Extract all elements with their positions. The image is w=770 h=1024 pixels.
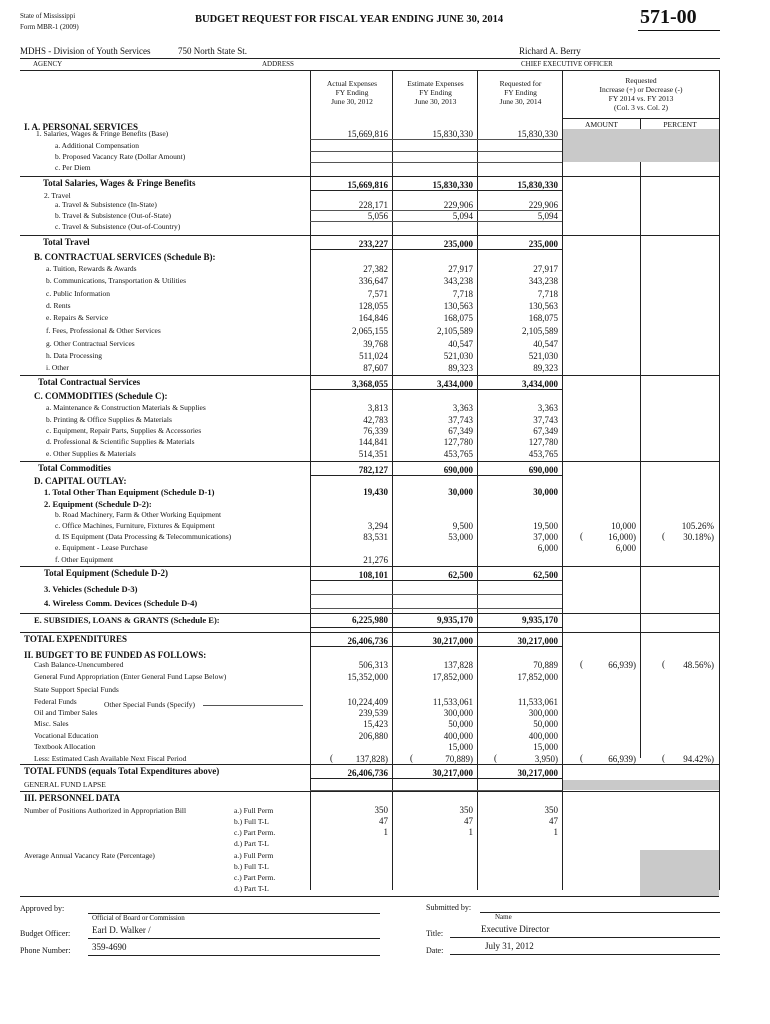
cell-value: 108,101 [358, 570, 388, 580]
vacancy-sub-label: c.) Part Perm. [234, 873, 276, 882]
cell-value: 3,813 [367, 403, 388, 413]
row-label: e. Repairs & Service [46, 313, 109, 322]
cell-value: 17,852,000 [432, 672, 473, 682]
name-label: Name [495, 913, 512, 921]
phone-number: 359-4690 [92, 942, 127, 952]
row-label: a. Additional Compensation [55, 141, 139, 150]
personnel-value: 47 [549, 816, 558, 826]
personnel-value: 350 [459, 805, 473, 815]
cell-value: 15,000 [448, 742, 473, 752]
cell-value: 40,547 [533, 339, 558, 349]
personnel-value: 1 [553, 827, 558, 837]
cell-value: 164,846 [358, 313, 388, 323]
row-label: State Support Special Funds [34, 685, 119, 694]
row-label: Textbook Allocation [34, 742, 96, 751]
cell-value: 7,571 [367, 289, 388, 299]
row-label: Total Commodities [38, 463, 111, 473]
row-label: b. Road Machinery, Farm & Other Working Equipment [55, 510, 222, 519]
cell-value: 168,075 [528, 313, 558, 323]
row-label: E. SUBSIDIES, LOANS & GRANTS (Schedule E): [34, 615, 220, 625]
cell-value: 76,339 [363, 426, 388, 436]
cell-value: 15,423 [363, 719, 388, 729]
page-title: BUDGET REQUEST FOR FISCAL YEAR ENDING JUNE 30, 2014 [195, 14, 504, 25]
cell-value: 7,718 [537, 289, 558, 299]
cell-value: 19,430 [363, 487, 388, 497]
row-label: a. Travel & Subsistence (In-State) [55, 200, 157, 209]
row-label: Federal Funds [34, 697, 77, 706]
col-requested-header: Requested for FY Ending June 30, 2014 [499, 79, 542, 106]
row-label: Total Contractual Services [38, 377, 141, 387]
row-label: e. Equipment - Lease Purchase [55, 543, 148, 552]
date-label: Date: [426, 946, 444, 955]
agency-address: 750 North State St. [178, 46, 247, 56]
row-label: III. PERSONNEL DATA [24, 793, 120, 803]
paren-mark: ( [580, 753, 583, 763]
row-label: f. Other Equipment [55, 555, 114, 564]
cell-value: 87,607 [363, 363, 388, 373]
row-label: b. Printing & Office Supplies & Materials [46, 415, 172, 424]
cell-value: 30,217,000 [432, 636, 473, 646]
cell-value: 66,939) [608, 754, 636, 764]
row-label: d. Rents [46, 301, 71, 310]
cell-value: 127,780 [528, 437, 558, 447]
cell-value: 39,768 [363, 339, 388, 349]
cell-value: 15,352,000 [347, 672, 388, 682]
cell-value: 27,382 [363, 264, 388, 274]
row-label: c. Office Machines, Furniture, Fixtures & Equipment [55, 521, 215, 530]
personnel-value: 1 [383, 827, 388, 837]
cell-value: 521,030 [528, 351, 558, 361]
cell-value: 26,406,736 [347, 768, 388, 778]
paren-mark: ( [330, 753, 333, 763]
paren-mark: ( [410, 753, 413, 763]
cell-value: 235,000 [528, 239, 558, 249]
cell-value: 453,765 [443, 449, 473, 459]
cell-value: 2,105,589 [437, 326, 473, 336]
row-label: Misc. Sales [34, 719, 69, 728]
paren-mark: ( [662, 531, 665, 541]
cell-value: 15,000 [533, 742, 558, 752]
cell-value: 17,852,000 [517, 672, 558, 682]
paren-mark: ( [662, 753, 665, 763]
officer-label: CHIEF EXECUTIVE OFFICER [521, 60, 613, 68]
cell-value: 506,313 [358, 660, 388, 670]
cell-value: 6,225,980 [352, 615, 388, 625]
submission-date: July 31, 2012 [485, 941, 534, 951]
cell-value: 3,294 [367, 521, 388, 531]
cell-value: 400,000 [443, 731, 473, 741]
cell-value: 48.56%) [683, 660, 714, 670]
cell-value: 26,406,736 [347, 636, 388, 646]
cell-value: 15,830,330 [432, 180, 473, 190]
state-name: State of Mississippi [20, 12, 76, 20]
row-label: II. BUDGET TO BE FUNDED AS FOLLOWS: [24, 650, 207, 660]
row-label: C. COMMODITIES (Schedule C): [34, 391, 168, 401]
cell-value: 50,000 [448, 719, 473, 729]
cell-value: 67,349 [533, 426, 558, 436]
personnel-value: 47 [379, 816, 388, 826]
row-label: TOTAL EXPENDITURES [24, 634, 127, 644]
row-label: e. Other Supplies & Materials [46, 449, 136, 458]
cell-value: 144,841 [358, 437, 388, 447]
personnel-sub-label: b.) Full T-L [234, 817, 269, 826]
cell-value: 2,105,589 [522, 326, 558, 336]
cell-value: 127,780 [443, 437, 473, 447]
cell-value: 70,889 [533, 660, 558, 670]
cell-value: 3,434,000 [522, 379, 558, 389]
row-label: I. A. PERSONAL SERVICES [24, 122, 138, 132]
cell-value: 62,500 [533, 570, 558, 580]
row-label: d. Professional & Scientific Supplies & Materials [46, 437, 195, 446]
cell-value: 400,000 [528, 731, 558, 741]
cell-value: 300,000 [528, 708, 558, 718]
row-label: c. Equipment, Repair Parts, Supplies & Accessories [46, 426, 202, 435]
col-amount-header: AMOUNT [585, 120, 618, 129]
cell-value: 128,055 [358, 301, 388, 311]
cell-value: 83,531 [363, 532, 388, 542]
row-label: 1. Salaries, Wages & Fringe Benefits (Base) [36, 129, 169, 138]
agency-label: AGENCY [33, 60, 63, 68]
paren-mark: ( [662, 659, 665, 669]
submitter-title: Executive Director [481, 924, 550, 934]
cell-value: 66,939) [608, 660, 636, 670]
cell-value: 30.18%) [683, 532, 714, 542]
col-actual-header: Actual Expenses FY Ending June 30, 2012 [326, 79, 378, 106]
cell-value: 94.42%) [683, 754, 714, 764]
form-number: Form MBR-1 (2009) [20, 23, 79, 31]
cell-value: 300,000 [443, 708, 473, 718]
cell-value: 15,669,816 [347, 129, 388, 139]
row-label: a. Tuition, Rewards & Awards [46, 264, 137, 273]
cell-value: 89,323 [448, 363, 473, 373]
col-change-header: Requested Increase (+) or Decrease (-) FY 2014 vs. FY 2013 (Col. 3 vs. Col. 2) [599, 76, 683, 112]
row-label: b. Communications, Transportation & Utilities [46, 276, 187, 285]
cell-value: 453,765 [528, 449, 558, 459]
col-estimate-header: Estimate Expenses FY Ending June 30, 2013 [407, 79, 464, 106]
cell-value: 9,500 [452, 521, 473, 531]
row-label: 1. Total Other Than Equipment (Schedule D-1) [44, 487, 215, 497]
cell-value: 5,094 [537, 211, 558, 221]
row-label: b. Proposed Vacancy Rate (Dollar Amount) [55, 152, 186, 161]
cell-value: 3,363 [452, 403, 473, 413]
row-label: c. Per Diem [55, 163, 91, 172]
personnel-sub-label: a.) Full Perm [234, 806, 274, 815]
cell-value: 3,363 [537, 403, 558, 413]
cell-value: 130,563 [443, 301, 473, 311]
cell-value: 30,000 [533, 487, 558, 497]
row-label: 2. Equipment (Schedule D-2): [44, 499, 152, 509]
submitted-by-label: Submitted by: [426, 903, 472, 912]
cell-value: 3,434,000 [437, 379, 473, 389]
cell-value: 15,669,816 [347, 180, 388, 190]
personnel-value: 350 [374, 805, 388, 815]
row-label: Vocational Education [34, 731, 99, 740]
cell-value: 10,000 [611, 521, 636, 531]
cell-value: 521,030 [443, 351, 473, 361]
cell-value: 37,743 [448, 415, 473, 425]
row-label: 3. Vehicles (Schedule D-3) [44, 584, 138, 594]
cell-value: 5,056 [367, 211, 388, 221]
row-label: B. CONTRACTUAL SERVICES (Schedule B): [34, 252, 216, 262]
cell-value: 21,276 [363, 555, 388, 565]
row-label: Total Salaries, Wages & Fringe Benefits [43, 178, 196, 188]
official-label: Official of Board or Commission [92, 914, 185, 922]
cell-value: 206,880 [358, 731, 388, 741]
cell-value: 15,830,330 [517, 180, 558, 190]
cell-value: 10,224,409 [347, 697, 388, 707]
col-percent-header: PERCENT [663, 120, 697, 129]
cell-value: 53,000 [448, 532, 473, 542]
cell-value: 7,718 [452, 289, 473, 299]
row-label: f. Fees, Professional & Other Services [46, 326, 161, 335]
budget-officer-label: Budget Officer: [20, 929, 71, 938]
personnel-value: 1 [468, 827, 473, 837]
paren-mark: ( [580, 659, 583, 669]
cell-value: 229,906 [443, 200, 473, 210]
shaded-cell [640, 850, 719, 896]
cell-value: 336,647 [358, 276, 388, 286]
cell-value: 168,075 [443, 313, 473, 323]
cell-value: 239,539 [358, 708, 388, 718]
cell-value: 40,547 [448, 339, 473, 349]
row-label: 2. Travel [44, 191, 71, 200]
row-label: b. Travel & Subsistence (Out-of-State) [55, 211, 172, 220]
cell-value: 15,830,330 [517, 129, 558, 139]
personnel-value: 47 [464, 816, 473, 826]
cell-value: 50,000 [533, 719, 558, 729]
cell-value: 130,563 [528, 301, 558, 311]
row-label: Other Special Funds (Specify) [104, 700, 196, 709]
row-label: a. Maintenance & Construction Materials & Supplies [46, 403, 206, 412]
title-label: Title: [426, 929, 444, 938]
cell-value: 2,065,155 [352, 326, 388, 336]
cell-value: 62,500 [448, 570, 473, 580]
vacancy-sub-label: d.) Part T-L [234, 884, 269, 893]
cell-value: 511,024 [359, 351, 388, 361]
cell-value: 11,533,061 [517, 697, 558, 707]
cell-value: 11,533,061 [432, 697, 473, 707]
cell-value: 690,000 [528, 465, 558, 475]
cell-value: 6,000 [537, 543, 558, 553]
cell-value: 229,906 [528, 200, 558, 210]
cell-value: 782,127 [358, 465, 388, 475]
row-label: 4. Wireless Comm. Devices (Schedule D-4) [44, 598, 198, 608]
cell-value: 16,000) [608, 532, 636, 542]
cell-value: 233,227 [358, 239, 388, 249]
cell-value: 5,094 [452, 211, 473, 221]
cell-value: 137,828) [355, 754, 388, 764]
cell-value: 514,351 [358, 449, 388, 459]
row-label: Total Equipment (Schedule D-2) [44, 568, 168, 578]
cell-value: 343,238 [528, 276, 558, 286]
cell-value: 15,830,330 [432, 129, 473, 139]
vacancy-sub-label: a.) Full Perm [234, 851, 274, 860]
paren-mark: ( [580, 531, 583, 541]
vacancy-label: Average Annual Vacancy Rate (Percentage) [24, 851, 155, 860]
cell-value: 30,217,000 [517, 636, 558, 646]
cell-value: 9,935,170 [437, 615, 473, 625]
cell-value: 9,935,170 [522, 615, 558, 625]
row-label: Oil and Timber Sales [34, 708, 98, 717]
cell-value: 30,217,000 [517, 768, 558, 778]
row-label: Total Travel [43, 237, 90, 247]
cell-value: 3,950) [534, 754, 558, 764]
cell-value: 137,828 [443, 660, 473, 670]
cell-value: 27,917 [448, 264, 473, 274]
cell-value: 6,000 [615, 543, 636, 553]
cell-value: 89,323 [533, 363, 558, 373]
row-label: d. IS Equipment (Data Processing & Telecommunications) [55, 532, 232, 541]
phone-label: Phone Number: [20, 946, 71, 955]
cell-value: 105.26% [681, 521, 714, 531]
row-label: Less: Estimated Cash Available Next Fiscal Period [34, 754, 187, 763]
personnel-sub-label: c.) Part Perm. [234, 828, 276, 837]
address-label: ADDRESS [262, 60, 294, 68]
shaded-cell [563, 129, 719, 162]
row-label: Cash Balance-Unencumbered [34, 660, 124, 669]
cell-value: 30,000 [448, 487, 473, 497]
cell-value: 70,889) [445, 754, 473, 764]
row-label: c. Public Information [46, 289, 110, 298]
paren-mark: ( [494, 753, 497, 763]
shaded-cell [563, 780, 719, 790]
budget-officer-name: Earl D. Walker / [92, 925, 151, 935]
cell-value: 228,171 [358, 200, 388, 210]
vacancy-sub-label: b.) Full T-L [234, 862, 269, 871]
row-label: D. CAPITAL OUTLAY: [34, 476, 127, 486]
cell-value: 67,349 [448, 426, 473, 436]
agency-name: MDHS - Division of Youth Services [20, 46, 151, 56]
cell-value: 42,783 [363, 415, 388, 425]
cell-value: 3,368,055 [352, 379, 388, 389]
row-label: General Fund Appropriation (Enter General Fund Lapse Below) [34, 672, 227, 681]
row-label: h. Data Processing [46, 351, 103, 360]
personnel-sub-label: d.) Part T-L [234, 839, 269, 848]
cell-value: 19,500 [533, 521, 558, 531]
row-label: TOTAL FUNDS (equals Total Expenditures above) [24, 766, 220, 776]
personnel-value: 350 [544, 805, 558, 815]
cell-value: 37,000 [533, 532, 558, 542]
row-label: c. Travel & Subsistence (Out-of-Country) [55, 222, 181, 231]
approved-by-label: Approved by: [20, 904, 65, 913]
cell-value: 27,917 [533, 264, 558, 274]
row-label: GENERAL FUND LAPSE [24, 780, 106, 789]
chief-executive-officer: Richard A. Berry [519, 46, 581, 56]
agency-code: 571-00 [640, 6, 697, 28]
cell-value: 343,238 [443, 276, 473, 286]
cell-value: 37,743 [533, 415, 558, 425]
cell-value: 235,000 [443, 239, 473, 249]
cell-value: 30,217,000 [432, 768, 473, 778]
positions-label: Number of Positions Authorized in Appropriation Bill [24, 806, 187, 815]
row-label: g. Other Contractual Services [46, 339, 135, 348]
row-label: i. Other [46, 363, 69, 372]
cell-value: 690,000 [443, 465, 473, 475]
